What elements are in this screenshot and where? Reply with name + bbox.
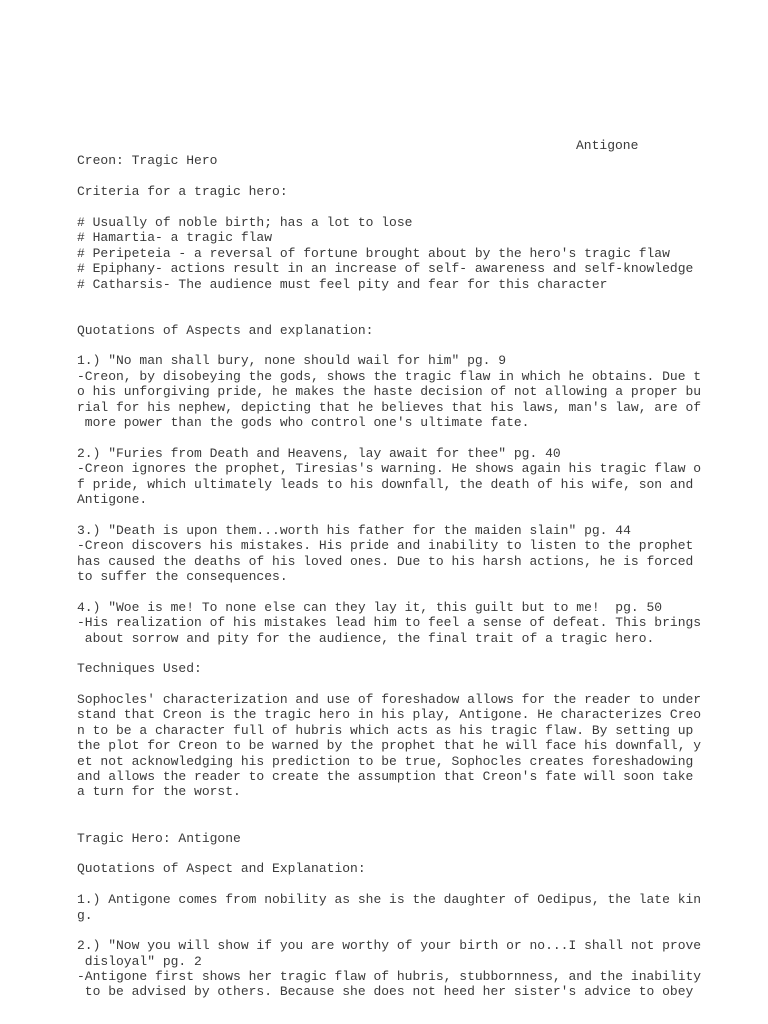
text-line: Sophocles' characterization and use of foreshadow allows for the reader to under: [77, 692, 702, 708]
text-line: 3.) "Death is upon them...worth his father for the maiden slain" pg. 44: [77, 522, 631, 538]
blank-line: [0, 307, 768, 322]
text-line: # Usually of noble birth; has a lot to lose: [77, 214, 413, 230]
blank-line: [0, 800, 768, 815]
text-line: -Creon discovers his mistakes. His pride and inability to listen to the prophet: [77, 538, 694, 554]
blank-line: [0, 430, 768, 445]
text-line: 2.) "Furies from Death and Heavens, lay await for thee" pg. 40: [77, 445, 561, 461]
text-line: f pride, which ultimately leads to his downfall, the death of his wife, son and: [77, 476, 694, 492]
text-line: g.: [77, 907, 93, 923]
blank-line: [0, 584, 768, 599]
text-line: and allows the reader to create the assumption that Creon's fate will soon take: [77, 769, 694, 785]
blank-line: [0, 169, 768, 184]
text-line: n to be a character full of hubris which acts as his tragic flaw. By setting up: [77, 722, 694, 738]
text-line: # Hamartia- a tragic flaw: [77, 230, 273, 246]
text-line: more power than the gods who control one's ultimate fate.: [77, 415, 530, 431]
text-line: et not acknowledging his prediction to be true, Sophocles creates foreshadowing: [77, 753, 694, 769]
text-line: # Peripeteia - a reversal of fortune brought about by the hero's tragic flaw: [77, 245, 670, 261]
text-line: -Creon ignores the prophet, Tiresias's warning. He shows again his tragic flaw o: [77, 461, 702, 477]
text-line: to be advised by others. Because she does not heed her sister's advice to obey: [77, 984, 694, 1000]
text-line: to suffer the consequences.: [77, 568, 288, 584]
text-line: Antigone.: [77, 491, 148, 507]
text-line: a turn for the worst.: [77, 784, 241, 800]
blank-line: [0, 923, 768, 938]
text-line: has caused the deaths of his loved ones. Due to his harsh actions, he is forced: [77, 553, 694, 569]
text-line: -Antigone first shows her tragic flaw of hubris, stubbornness, and the inability: [77, 969, 702, 985]
text-line: o his unforgiving pride, he makes the haste decision of not allowing a proper bu: [77, 384, 702, 400]
blank-line: [0, 646, 768, 661]
text-line: about sorrow and pity for the audience, the final trait of a tragic hero.: [77, 630, 655, 646]
blank-line: [0, 815, 768, 830]
blank-line: [0, 200, 768, 215]
blank-line: [0, 338, 768, 353]
text-line: 1.) "No man shall bury, none should wail for him" pg. 9: [77, 353, 507, 369]
text-line: disloyal" pg. 2: [77, 953, 202, 969]
blank-line: [0, 292, 768, 307]
text-line: # Epiphany- actions result in an increase of self- awareness and self-knowledge: [77, 261, 694, 277]
text-line: Criteria for a tragic hero:: [77, 184, 288, 200]
blank-line: [0, 507, 768, 522]
text-line: Quotations of Aspect and Explanation:: [77, 861, 366, 877]
text-line: Tragic Hero: Antigone: [77, 830, 241, 846]
text-line: Quotations of Aspects and explanation:: [77, 322, 374, 338]
text-line: 2.) "Now you will show if you are worthy of your birth or no...I shall not prove: [77, 938, 702, 954]
text-line: 1.) Antigone comes from nobility as she is the daughter of Oedipus, the late kin: [77, 892, 702, 908]
header-title: Antigone: [576, 138, 639, 153]
text-line: -His realization of his mistakes lead him to feel a sense of defeat. This brings: [77, 615, 702, 631]
blank-line: [0, 677, 768, 692]
blank-line: [0, 877, 768, 892]
text-line: rial for his nephew, depicting that he believes that his laws, man's law, are of: [77, 399, 702, 415]
text-line: -Creon, by disobeying the gods, shows the tragic flaw in which he obtains. Due t: [77, 368, 702, 384]
text-line: 4.) "Woe is me! To none else can they lay it, this guilt but to me! pg. 50: [77, 599, 663, 615]
text-line: stand that Creon is the tragic hero in his play, Antigone. He characterizes Creo: [77, 707, 702, 723]
text-line: the plot for Creon to be warned by the prophet that he will face his downfall, y: [77, 738, 702, 754]
document-page: [0, 138, 768, 1000]
document-body: [0, 153, 768, 999]
text-line: # Catharsis- The audience must feel pity and fear for this character: [77, 276, 608, 292]
text-line: Techniques Used:: [77, 661, 202, 677]
blank-line: [0, 846, 768, 861]
text-line: Creon: Tragic Hero: [77, 153, 218, 169]
